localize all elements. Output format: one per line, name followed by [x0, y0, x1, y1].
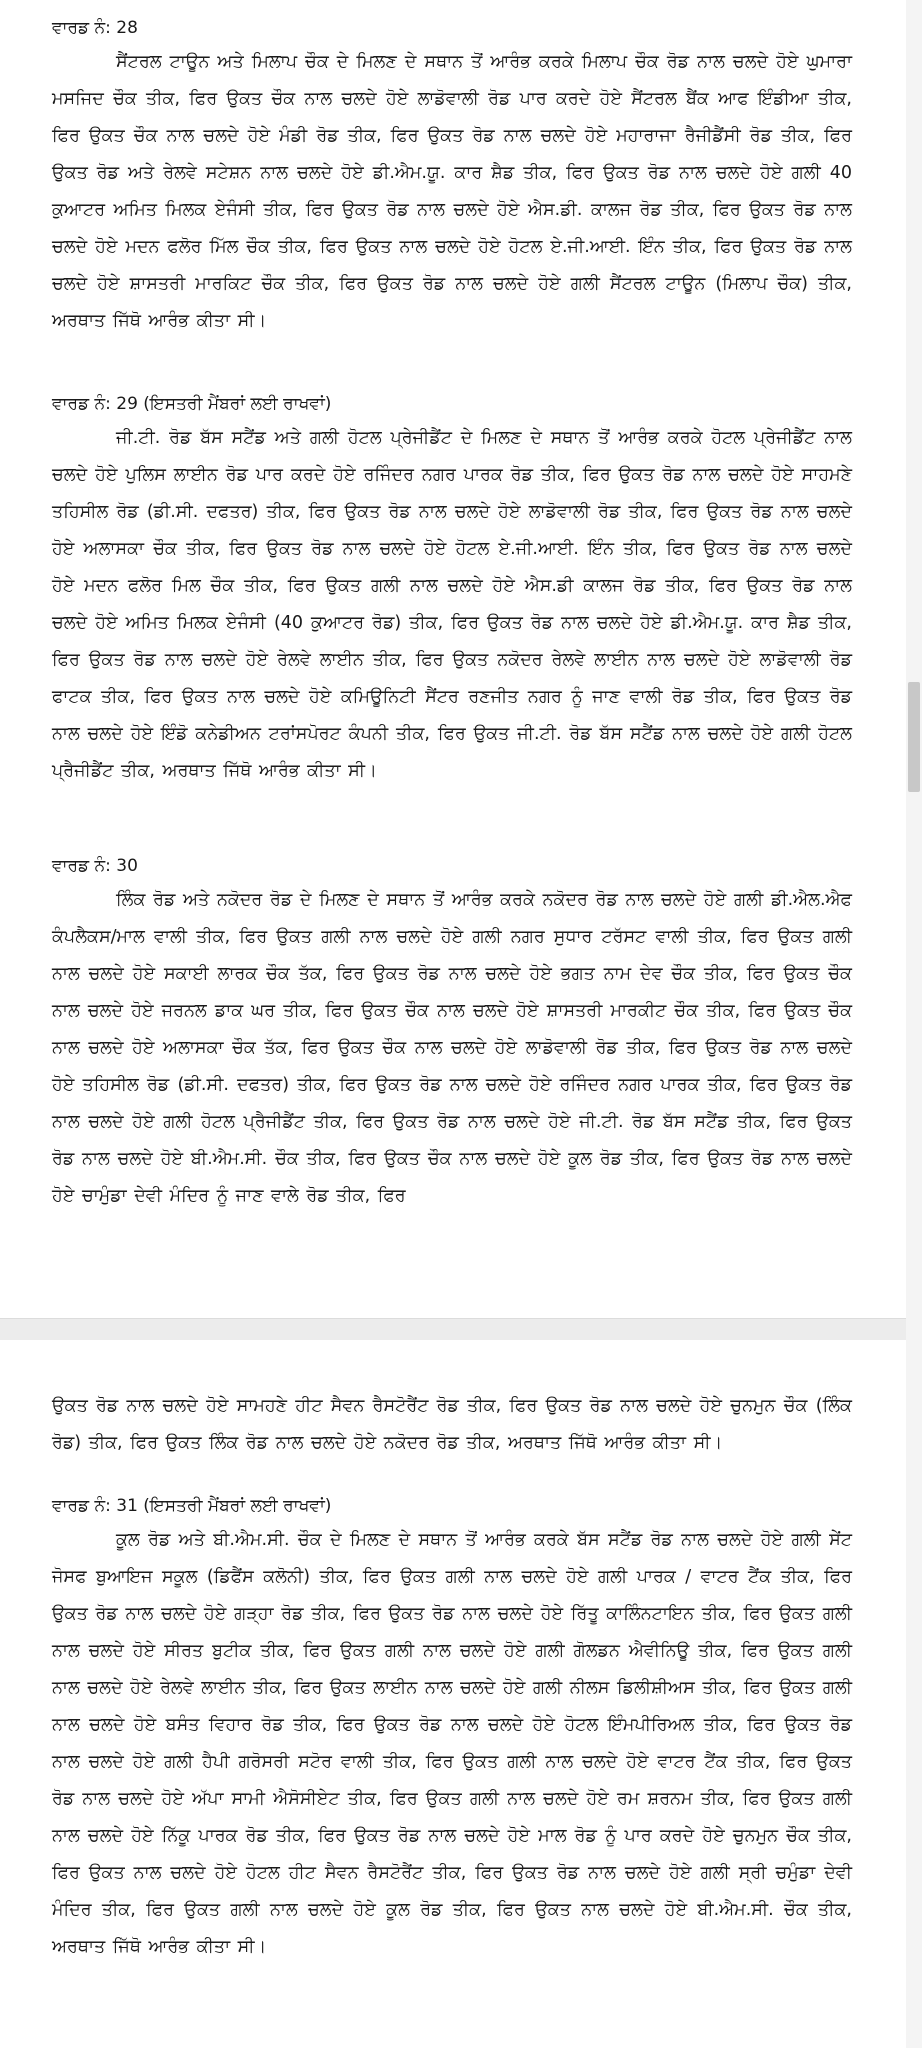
ward-boundary-text: ਕੂਲ ਰੋਡ ਅਤੇ ਬੀ.ਐਮ.ਸੀ. ਚੌਕ ਦੇ ਮਿਲਣ ਦੇ ਸਥਾਨ ਤੋਂ ਆਰੰਭ ਕਰਕੇ ਬੱਸ ਸਟੈਂਡ ਰੋਡ ਨਾਲ ਚਲਦੇ ਹੋਏ ਗਲੀ ਸੇਂਟ ਜੋਸਫ ਬੁਆਇਜ ਸਕੂਲ (ਡਿਫੈਂਸ ਕਲੋਨੀ) ਤੀਕ, ਫਿਰ ਉਕਤ ਗਲੀ ਨਾਲ ਚਲਦੇ ਹੋਏ ਗਲੀ ਪਾਰਕ / ਵਾਟਰ ਟੈਂਕ ਤੀਕ, ਫਿਰ ਉਕਤ ਰੋਡ ਨਾਲ ਚਲਦੇ ਹੋਏ ਗੜ੍ਹਾ ਰੋਡ ਤੀਕ, ਫਿਰ ਉਕਤ ਰੋਡ ਨਾਲ ਚਲਦੇ ਹੋਏ ਰਿੱਤੂ ਕਾਲਿੰਨਟਾਇਨ ਤੀਕ, ਫਿਰ ਉਕਤ ਗਲੀ ਨਾਲ ਚਲਦੇ ਹੋਏ ਸੀਰਤ ਬੁਟੀਕ ਤੀਕ, ਫਿਰ ਉਕਤ ਗਲੀ ਨਾਲ ਚਲਦੇ ਹੋਏ ਗਲੀ ਗੋਲਡਨ ਐਵੀਨਿਊ ਤੀਕ, ਫਿਰ ਉਕਤ ਗਲੀ ਨਾਲ ਚਲਦੇ ਹੋਏ ਰੇਲਵੇ ਲਾਈਨ ਤੀਕ, ਫਿਰ ਉਕਤ ਲਾਈਨ ਨਾਲ ਚਲਦੇ ਹੋਏ ਗਲੀ ਨੀਲਸ ਡਿਲੀਸ਼ੀਅਸ ਤੀਕ, ਫਿਰ ਉਕਤ ਗਲੀ ਨਾਲ ਚਲਦੇ ਹੋਏ ਬਸੰਤ ਵਿਹਾਰ ਰੋਡ ਤੀਕ, ਫਿਰ ਉਕਤ ਰੋਡ ਨਾਲ ਚਲਦੇ ਹੋਏ ਹੋਟਲ ਇੰਮਪੀਰਿਅਲ ਤੀਕ, ਫਿਰ ਉਕਤ ਰੋਡ ਨਾਲ ਚਲਦੇ ਹੋਏ ਗਲੀ ਹੈਪੀ ਗਰੋਸਰੀ ਸਟੋਰ ਵਾਲੀ ਤੀਕ, ਫਿਰ ਉਕਤ ਗਲੀ ਨਾਲ ਚਲਦੇ ਹੋਏ ਵਾਟਰ ਟੈਂਕ ਤੀਕ, ਫਿਰ ਉਕਤ ਰੋਡ ਨਾਲ ਚਲਦੇ ਹੋਏ ਅੱਪਾ ਸਾਮੀ ਐਸੋਸੀਏਟ ਤੀਕ, ਫਿਰ ਉਕਤ ਗਲੀ ਨਾਲ ਚਲਦੇ ਹੋਏ ਰਮ ਸ਼ਰਨਮ ਤੀਕ, ਫਿਰ ਉਕਤ ਗਲੀ ਨਾਲ ਚਲਦੇ ਹੋਏ ਨਿੱਕੂ ਪਾਰਕ ਰੋਡ ਤੀਕ, ਫਿਰ ਉਕਤ ਰੋਡ ਨਾਲ ਚਲਦੇ ਹੋਏ ਮਾਲ ਰੋਡ ਨੂੰ ਪਾਰ ਕਰਦੇ ਹੋਏ ਚੁਨਮੁਨ ਚੌਕ ਤੀਕ, ਫਿਰ ਉਕਤ ਨਾਲ ਚਲਦੇ ਹੋਏ ਹੋਟਲ ਹੀਟ ਸੈਵਨ ਰੈਸਟੋਰੈਂਟ ਤੀਕ, ਫਿਰ ਉਕਤ ਰੋਡ ਨਾਲ ਚਲਦੇ ਹੋਏ ਗਲੀ ਸ੍ਰੀ ਚਮੁੰਡਾ ਦੇਵੀ ਮੰਦਿਰ ਤੀਕ, ਫਿਰ ਉਕਤ ਗਲੀ ਨਾਲ ਚਲਦੇ ਹੋਏ ਕੂਲ ਰੋਡ ਤੀਕ, ਫਿਰ ਉਕਤ ਨਾਲ ਚਲਦੇ ਹੋਏ ਬੀ.ਐਮ.ਸੀ. ਚੌਕ ਤੀਕ, ਅਰਥਾਤ ਜਿੱਥੋ ਆਰੰਭ ਕੀਤਾ ਸੀ।	[52, 1530, 852, 1957]
ward-boundary-text: ਸੈਂਟਰਲ ਟਾਊਨ ਅਤੇ ਮਿਲਾਪ ਚੌਕ ਦੇ ਮਿਲਣ ਦੇ ਸਥਾਨ ਤੋਂ ਆਰੰਭ ਕਰਕੇ ਮਿਲਾਪ ਚੌਕ ਰੋਡ ਨਾਲ ਚਲਦੇ ਹੋਏ ਘੁਮਾਰਾ ਮਸਜਿਦ ਚੌਕ ਤੀਕ, ਫਿਰ ਉਕਤ ਚੌਕ ਨਾਲ ਚਲਦੇ ਹੋਏ ਲਾਡੋਵਾਲੀ ਰੋਡ ਪਾਰ ਕਰਦੇ ਹੋਏ ਸੈਂਟਰਲ ਬੈਂਕ ਆਫ ਇੰਡੀਆ ਤੀਕ, ਫਿਰ ਉਕਤ ਚੌਕ ਨਾਲ ਚਲਦੇ ਹੋਏ ਮੰਡੀ ਰੋਡ ਤੀਕ, ਫਿਰ ਉਕਤ ਰੋਡ ਨਾਲ ਚਲਦੇ ਹੋਏ ਮਹਾਰਾਜਾ ਰੈਜੀਡੈਂਸੀ ਰੋਡ ਤੀਕ, ਫਿਰ ਉਕਤ ਰੋਡ ਅਤੇ ਰੇਲਵੇ ਸਟੇਸ਼ਨ ਨਾਲ ਚਲਦੇ ਹੋਏ ਡੀ.ਐਮ.ਯੂ. ਕਾਰ ਸ਼ੈਡ ਤੀਕ, ਫਿਰ ਉਕਤ ਰੋਡ ਨਾਲ ਚਲਦੇ ਹੋਏ ਗਲੀ 40 ਕੁਆਟਰ ਅਮਿਤ ਮਿਲਕ ਏਜੰਸੀ ਤੀਕ, ਫਿਰ ਉਕਤ ਰੋਡ ਨਾਲ ਚਲਦੇ ਹੋਏ ਐਸ.ਡੀ. ਕਾਲਜ ਰੋਡ ਤੀਕ, ਫਿਰ ਉਕਤ ਰੋਡ ਨਾਲ ਚਲਦੇ ਹੋਏ ਮਦਨ ਫਲੋਰ ਮਿੱਲ ਚੌਕ ਤੀਕ, ਫਿਰ ਉਕਤ ਨਾਲ ਚਲਦੇ ਹੋਏ ਹੋਟਲ ਏ.ਜੀ.ਆਈ. ਇੰਨ ਤੀਕ, ਫਿਰ ਉਕਤ ਰੋਡ ਨਾਲ ਚਲਦੇ ਹੋਏ ਸ਼ਾਸਤਰੀ ਮਾਰਕਿਟ ਚੌਕ ਤੀਕ, ਫਿਰ ਉਕਤ ਰੋਡ ਨਾਲ ਚਲਦੇ ਹੋਏ ਗਲੀ ਸੈਂਟਰਲ ਟਾਊਨ (ਮਿਲਾਪ ਚੌਕ) ਤੀਕ, ਅਰਥਾਤ ਜਿੱਥੋ ਆਰੰਭ ਕੀਤਾ ਸੀ।	[52, 52, 852, 331]
ward-heading: ਵਾਰਡ ਨੰ: 29 (ਇਸਤਰੀ ਮੈਂਬਰਾਂ ਲਈ ਰਾਖਵਾਂ)	[52, 394, 332, 414]
ward-heading: ਵਾਰਡ ਨੰ: 30	[52, 856, 138, 876]
ward-boundary-text: ਲਿੰਕ ਰੋਡ ਅਤੇ ਨਕੋਦਰ ਰੋਡ ਦੇ ਮਿਲਣ ਦੇ ਸਥਾਨ ਤੋਂ ਆਰੰਭ ਕਰਕੇ ਨਕੋਦਰ ਰੋਡ ਨਾਲ ਚਲਦੇ ਹੋਏ ਗਲੀ ਡੀ.ਐਲ.ਐਫ ਕੰਪਲੈਕਸ/ਮਾਲ ਵਾਲੀ ਤੀਕ, ਫਿਰ ਉਕਤ ਗਲੀ ਨਾਲ ਚਲਦੇ ਹੋਏ ਗਲੀ ਨਗਰ ਸੁਧਾਰ ਟਰੱਸਟ ਵਾਲੀ ਤੀਕ, ਫਿਰ ਉਕਤ ਗਲੀ ਨਾਲ ਚਲਦੇ ਹੋਏ ਸਕਾਈ ਲਾਰਕ ਚੌਕ ਤੱਕ, ਫਿਰ ਉਕਤ ਰੋਡ ਨਾਲ ਚਲਦੇ ਹੋਏ ਭਗਤ ਨਾਮ ਦੇਵ ਚੌਕ ਤੀਕ, ਫਿਰ ਉਕਤ ਚੌਕ ਨਾਲ ਚਲਦੇ ਹੋਏ ਜਰਨਲ ਡਾਕ ਘਰ ਤੀਕ, ਫਿਰ ਉਕਤ ਚੌਕ ਨਾਲ ਚਲਦੇ ਹੋਏ ਸ਼ਾਸਤਰੀ ਮਾਰਕੀਟ ਚੌਕ ਤੀਕ, ਫਿਰ ਉਕਤ ਚੌਕ ਨਾਲ ਚਲਦੇ ਹੋਏ ਅਲਾਸਕਾ ਚੌਕ ਤੱਕ, ਫਿਰ ਉਕਤ ਚੌਕ ਨਾਲ ਚਲਦੇ ਹੋਏ ਲਾਡੋਵਾਲੀ ਰੋਡ ਤੀਕ, ਫਿਰ ਉਕਤ ਰੋਡ ਨਾਲ ਚਲਦੇ ਹੋਏ ਤਹਿਸੀਲ ਰੋਡ (ਡੀ.ਸੀ. ਦਫਤਰ) ਤੀਕ, ਫਿਰ ਉਕਤ ਰੋਡ ਨਾਲ ਚਲਦੇ ਹੋਏ ਰਜਿੰਦਰ ਨਗਰ ਪਾਰਕ ਤੀਕ, ਫਿਰ ਉਕਤ ਰੋਡ ਨਾਲ ਚਲਦੇ ਹੋਏ ਗਲੀ ਹੋਟਲ ਪ੍ਰੈਜੀਡੈਂਟ ਤੀਕ, ਫਿਰ ਉਕਤ ਰੋਡ ਨਾਲ ਚਲਦੇ ਹੋਏ ਜੀ.ਟੀ. ਰੋਡ ਬੱਸ ਸਟੈਂਡ ਤੀਕ, ਫਿਰ ਉਕਤ ਰੋਡ ਨਾਲ ਚਲਦੇ ਹੋਏ ਬੀ.ਐਮ.ਸੀ. ਚੌਕ ਤੀਕ, ਫਿਰ ਉਕਤ ਚੌਕ ਨਾਲ ਚਲਦੇ ਹੋਏ ਕੂਲ ਰੋਡ ਤੀਕ, ਫਿਰ ਉਕਤ ਰੋਡ ਨਾਲ ਚਲਦੇ ਹੋਏ ਚਾਮੁੰਡਾ ਦੇਵੀ ਮੰਦਿਰ ਨੂੰ ਜਾਣ ਵਾਲੇ ਰੋਡ ਤੀਕ, ਫਿਰ	[52, 890, 852, 1206]
ward-heading: ਵਾਰਡ ਨੰ: 28	[52, 18, 138, 38]
page-separator	[0, 1318, 922, 1342]
ward-boundary-text: ਉਕਤ ਰੋਡ ਨਾਲ ਚਲਦੇ ਹੋਏ ਸਾਮਹਣੇ ਹੀਟ ਸੈਵਨ ਰੈਸਟੋਰੈਂਟ ਰੋਡ ਤੀਕ, ਫਿਰ ਉਕਤ ਰੋਡ ਨਾਲ ਚਲਦੇ ਹੋਏ ਚੁਨਮੁਨ ਚੌਕ (ਲਿੰਕ ਰੋਡ) ਤੀਕ, ਫਿਰ ਉਕਤ ਲਿੰਕ ਰੋਡ ਨਾਲ ਚਲਦੇ ਹੋਏ ਨਕੋਦਰ ਰੋਡ ਤੀਕ, ਅਰਥਾਤ ਜਿੱਥੋ ਆਰੰਭ ਕੀਤਾ ਸੀ।	[52, 1396, 852, 1453]
scrollbar-thumb[interactable]	[908, 682, 920, 792]
vertical-scrollbar[interactable]	[906, 0, 922, 2048]
ward-heading: ਵਾਰਡ ਨੰ: 31 (ਇਸਤਰੀ ਮੈਂਬਰਾਂ ਲਈ ਰਾਖਵਾਂ)	[52, 1496, 332, 1516]
ward-boundary-text: ਜੀ.ਟੀ. ਰੋਡ ਬੱਸ ਸਟੈਂਡ ਅਤੇ ਗਲੀ ਹੋਟਲ ਪ੍ਰੇਜੀਡੈਂਟ ਦੇ ਮਿਲਣ ਦੇ ਸਥਾਨ ਤੋਂ ਆਰੰਭ ਕਰਕੇ ਹੋਟਲ ਪ੍ਰੇਜੀਡੈਂਟ ਨਾਲ ਚਲਦੇ ਹੋਏ ਪੁਲਿਸ ਲਾਈਨ ਰੋਡ ਪਾਰ ਕਰਦੇ ਹੋਏ ਰਜਿੰਦਰ ਨਗਰ ਪਾਰਕ ਰੋਡ ਤੀਕ, ਫਿਰ ਉਕਤ ਰੋਡ ਨਾਲ ਚਲਦੇ ਹੋਏ ਸਾਹਮਣੇ ਤਹਿਸੀਲ ਰੋਡ (ਡੀ.ਸੀ. ਦਫਤਰ) ਤੀਕ, ਫਿਰ ਉਕਤ ਰੋਡ ਨਾਲ ਚਲਦੇ ਹੋਏ ਲਾਡੋਵਾਲੀ ਰੋਡ ਤੀਕ, ਫਿਰ ਉਕਤ ਰੋਡ ਨਾਲ ਚਲਦੇ ਹੋਏ ਅਲਾਸਕਾ ਚੌਕ ਤੀਕ, ਫਿਰ ਉਕਤ ਰੋਡ ਨਾਲ ਚਲਦੇ ਹੋਏ ਹੋਟਲ ਏ.ਜੀ.ਆਈ. ਇੰਨ ਤੀਕ, ਫਿਰ ਉਕਤ ਰੋਡ ਨਾਲ ਚਲਦੇ ਹੋਏ ਮਦਨ ਫਲੋਰ ਮਿਲ ਚੌਕ ਤੀਕ, ਫਿਰ ਉਕਤ ਗਲੀ ਨਾਲ ਚਲਦੇ ਹੋਏ ਐਸ.ਡੀ ਕਾਲਜ ਰੋਡ ਤੀਕ, ਫਿਰ ਉਕਤ ਰੋਡ ਨਾਲ ਚਲਦੇ ਹੋਏ ਅਮਿਤ ਮਿਲਕ ਏਜੰਸੀ (40 ਕੁਆਟਰ ਰੋਡ) ਤੀਕ, ਫਿਰ ਉਕਤ ਰੋਡ ਨਾਲ ਚਲਦੇ ਹੋਏ ਡੀ.ਐਮ.ਯੂ. ਕਾਰ ਸ਼ੈਡ ਤੀਕ, ਫਿਰ ਉਕਤ ਰੋਡ ਨਾਲ ਚਲਦੇ ਹੋਏ ਰੇਲਵੇ ਲਾਈਨ ਤੀਕ, ਫਿਰ ਉਕਤ ਨਕੋਦਰ ਰੇਲਵੇ ਲਾਈਨ ਨਾਲ ਚਲਦੇ ਹੋਏ ਲਾਡੋਵਾਲੀ ਰੋਡ ਫਾਟਕ ਤੀਕ, ਫਿਰ ਉਕਤ ਨਾਲ ਚਲਦੇ ਹੋਏ ਕਮਿਊਨਿਟੀ ਸੈਂਟਰ ਰਣਜੀਤ ਨਗਰ ਨੂੰ ਜਾਣ ਵਾਲੀ ਰੋਡ ਤੀਕ, ਫਿਰ ਉਕਤ ਰੋਡ ਨਾਲ ਚਲਦੇ ਹੋਏ ਇੰਡੋ ਕਨੇਡੀਅਨ ਟਰਾਂਸਪੋਰਟ ਕੰਪਨੀ ਤੀਕ, ਫਿਰ ਉਕਤ ਜੀ.ਟੀ. ਰੋਡ ਬੱਸ ਸਟੈਂਡ ਨਾਲ ਚਲਦੇ ਹੋਏ ਗਲੀ ਹੋਟਲ ਪ੍ਰੈਜੀਡੈਂਟ ਤੀਕ, ਅਰਥਾਤ ਜਿੱਥੋ ਆਰੰਭ ਕੀਤਾ ਸੀ।	[52, 428, 852, 781]
